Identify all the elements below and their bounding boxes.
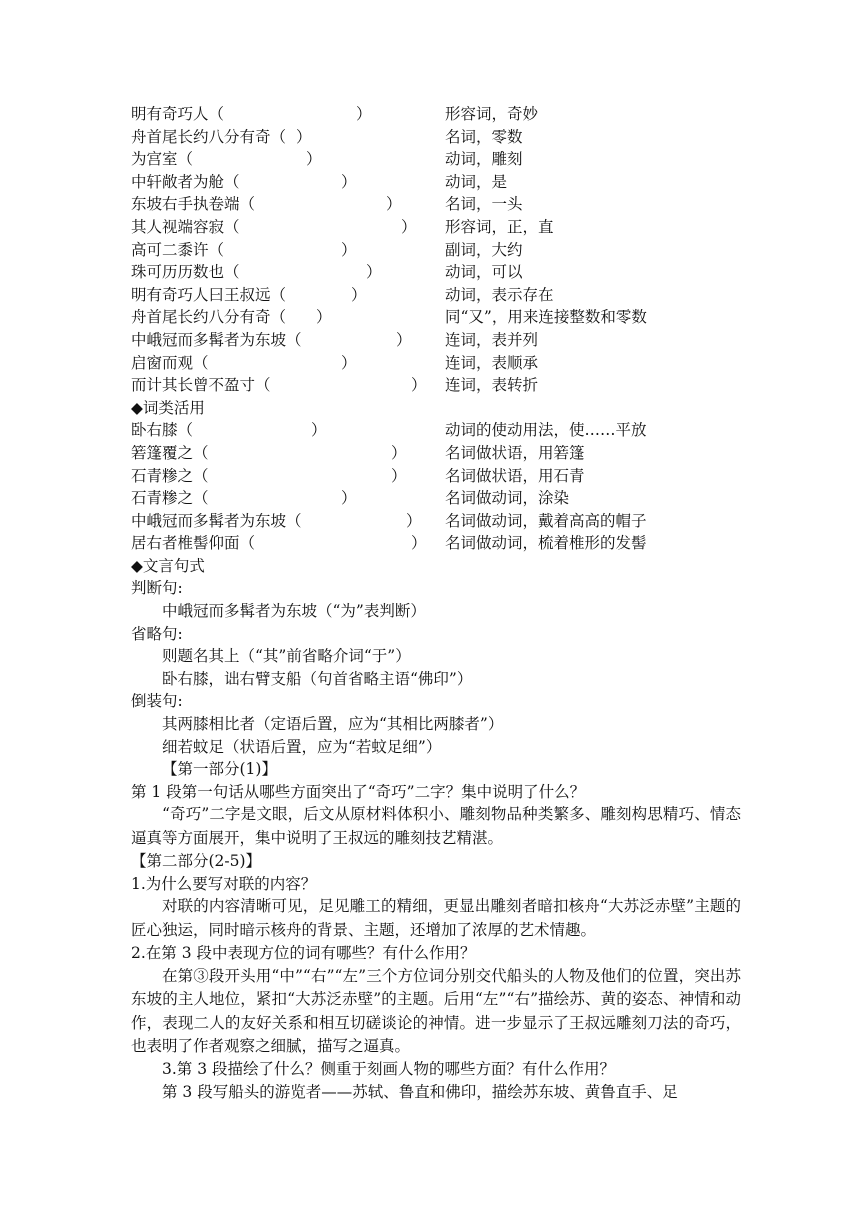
explanation: 形容词，正，直 xyxy=(445,217,554,236)
table-row xyxy=(131,261,741,284)
example-sentence: 其人视端容寂（ xyxy=(131,217,240,236)
example-sentence: 明有奇巧人曰王叔远（ xyxy=(131,285,287,304)
closing-paren: ） xyxy=(341,353,357,372)
table-row xyxy=(131,419,741,442)
example-sentence: 中轩敞者为舱（ xyxy=(131,172,240,191)
explanation: 名词，一头 xyxy=(445,195,523,214)
closing-paren: ） xyxy=(351,285,367,304)
table-row xyxy=(131,239,741,262)
example-sentence: 卧右膝（ xyxy=(131,421,194,440)
omission-label: 省略句: xyxy=(131,624,183,643)
table-row xyxy=(131,532,741,555)
part2-answer-3: 第 3 段写船头的游览者——苏轼、鲁直和佛印，描绘苏东坡、黄鲁直手、足 xyxy=(162,1083,678,1102)
example-sentence: 中峨冠而多髯者为东坡（ xyxy=(131,330,302,349)
example-sentence: 石青糁之（ xyxy=(131,489,209,508)
closing-paren: ） xyxy=(386,195,402,214)
inversion-example-1: 其两膝相比者（定语后置，应为“其相比两膝者”） xyxy=(162,715,504,734)
table-row xyxy=(131,306,741,329)
closing-paren: ） xyxy=(411,534,427,553)
example-sentence: 东坡右手执卷端（ xyxy=(131,195,256,214)
table-row xyxy=(131,216,741,239)
closing-paren: ） xyxy=(356,105,372,123)
part2-title: 【第二部分(2-5)】 xyxy=(131,852,262,871)
omission-example-2: 卧右膝，诎右臂支船（句首省略主语“佛印”） xyxy=(162,669,473,688)
inversion-example-2: 细若蚊足（状语后置，应为“若蚊足细”） xyxy=(162,737,442,756)
judgment-label: 判断句: xyxy=(131,579,183,598)
closing-paren: ） xyxy=(406,511,422,530)
example-sentence: 石青糁之（ xyxy=(131,466,209,485)
example-sentence: 箬篷覆之（ xyxy=(131,443,209,462)
explanation: 动词，雕刻 xyxy=(445,150,523,169)
explanation: 同“又”，用来连接整数和零数 xyxy=(445,308,647,327)
explanation: 名词做状语，用箬篷 xyxy=(445,443,585,462)
explanation: 连词，表并列 xyxy=(445,330,539,349)
explanation: 名词做状语，用石青 xyxy=(445,466,585,485)
explanation: 连词，表顺承 xyxy=(445,353,539,372)
closing-paren: ） xyxy=(396,330,412,349)
closing-paren: ） xyxy=(341,240,357,259)
example-sentence: 珠可历历数也（ xyxy=(131,263,240,282)
part2-question-2: 2.在第 3 段中表现方位的词有哪些？有什么作用？ xyxy=(131,944,476,963)
example-sentence: 舟首尾长约八分有奇（ xyxy=(131,308,287,327)
example-sentence: 居右者椎髻仰面（ xyxy=(131,534,256,553)
table-row xyxy=(131,193,741,216)
part1-question: 第 1 段第一句话从哪些方面突出了“奇巧”二字？集中说明了什么？ xyxy=(131,782,586,801)
table-row xyxy=(131,329,741,352)
closing-paren: ） xyxy=(391,443,407,462)
document-page xyxy=(131,103,741,1104)
closing-paren: ） xyxy=(411,376,427,395)
table-row xyxy=(131,284,741,307)
explanation: 名词做动词，涂染 xyxy=(445,489,570,508)
table-row xyxy=(131,171,741,194)
explanation: 副词，大约 xyxy=(445,240,523,259)
example-sentence: 高可二黍许（ xyxy=(131,240,225,259)
part2-answer-1: 对联的内容清晰可见，足见雕工的精细，更显出雕刻者暗扣核舟“大苏泛赤壁”主题的匠心独运，同时暗示核舟的背景、主题，还增加了浓厚的艺术情趣。 xyxy=(131,897,741,939)
closing-paren: ） xyxy=(296,127,312,146)
example-sentence: 舟首尾长约八分有奇（ xyxy=(131,127,287,146)
part1-title: 【第一部分(1)】 xyxy=(162,760,277,779)
table-row xyxy=(131,103,741,126)
table-row xyxy=(131,442,741,465)
closing-paren: ） xyxy=(401,217,417,236)
closing-paren: ） xyxy=(316,308,332,327)
closing-paren: ） xyxy=(341,172,357,191)
closing-paren: ） xyxy=(366,263,382,282)
example-sentence: 为宫室（ xyxy=(131,150,194,169)
part2-question-3: 3.第 3 段描绘了什么？侧重于刻画人物的哪些方面？有什么作用？ xyxy=(162,1060,616,1079)
word-class-heading: ◆词类活用 xyxy=(131,398,205,417)
part2-question-1: 1.为什么要写对联的内容？ xyxy=(131,874,317,893)
example-sentence: 而计其长曾不盈寸（ xyxy=(131,376,271,395)
table-row xyxy=(131,374,741,397)
explanation: 名词做动词，戴着高高的帽子 xyxy=(445,511,647,530)
word-meaning-list xyxy=(131,103,741,397)
explanation: 动词，可以 xyxy=(445,263,523,282)
table-row xyxy=(131,148,741,171)
closing-paren: ） xyxy=(306,150,322,169)
part2-answer-2: 在第③段开头用“中”“右”“左”三个方位词分别交代船头的人物及他们的位置，突出苏东坡的主人地位，紧扣“大苏泛赤壁”的主题。后用“左”“右”描绘苏、黄的姿态、神情和动作，表现二人的友好关系和相互切磋谈论的神情。进一步显示了王叔远雕刻刀法的奇巧，也表明了作者观察之细腻，描写之逼真。 xyxy=(131,966,741,1056)
explanation: 动词的使动用法，使……平放 xyxy=(445,421,647,440)
explanation: 连词，表转折 xyxy=(445,376,539,395)
table-row xyxy=(131,510,741,533)
closing-paren: ） xyxy=(391,466,407,485)
omission-example-1: 则题名其上（“其”前省略介词“于”） xyxy=(162,647,411,666)
sentence-pattern-heading: ◆文言句式 xyxy=(131,556,205,575)
table-row xyxy=(131,126,741,149)
inversion-label: 倒装句: xyxy=(131,692,183,711)
judgment-example: 中峨冠而多髯者为东坡（“为”表判断） xyxy=(162,602,426,621)
explanation: 动词，表示存在 xyxy=(445,285,554,304)
table-row xyxy=(131,487,741,510)
closing-paren: ） xyxy=(341,489,357,508)
table-row xyxy=(131,465,741,488)
table-row xyxy=(131,352,741,375)
explanation: 名词做动词，梳着椎形的发髻 xyxy=(445,534,647,553)
example-sentence: 启窗而观（ xyxy=(131,353,209,372)
example-sentence: 明有奇巧人（ xyxy=(131,105,225,123)
word-class-list xyxy=(131,419,741,555)
closing-paren: ） xyxy=(311,421,327,440)
explanation: 动词，是 xyxy=(445,172,508,191)
example-sentence: 中峨冠而多髯者为东坡（ xyxy=(131,511,302,530)
explanation: 形容词，奇妙 xyxy=(445,105,539,123)
part1-answer: “奇巧”二字是文眼，后文从原材料体积小、雕刻物品种类繁多、雕刻构思精巧、情态逼真等方面展开，集中说明了王叔远的雕刻技艺精湛。 xyxy=(131,805,741,847)
explanation: 名词，零数 xyxy=(445,127,523,146)
